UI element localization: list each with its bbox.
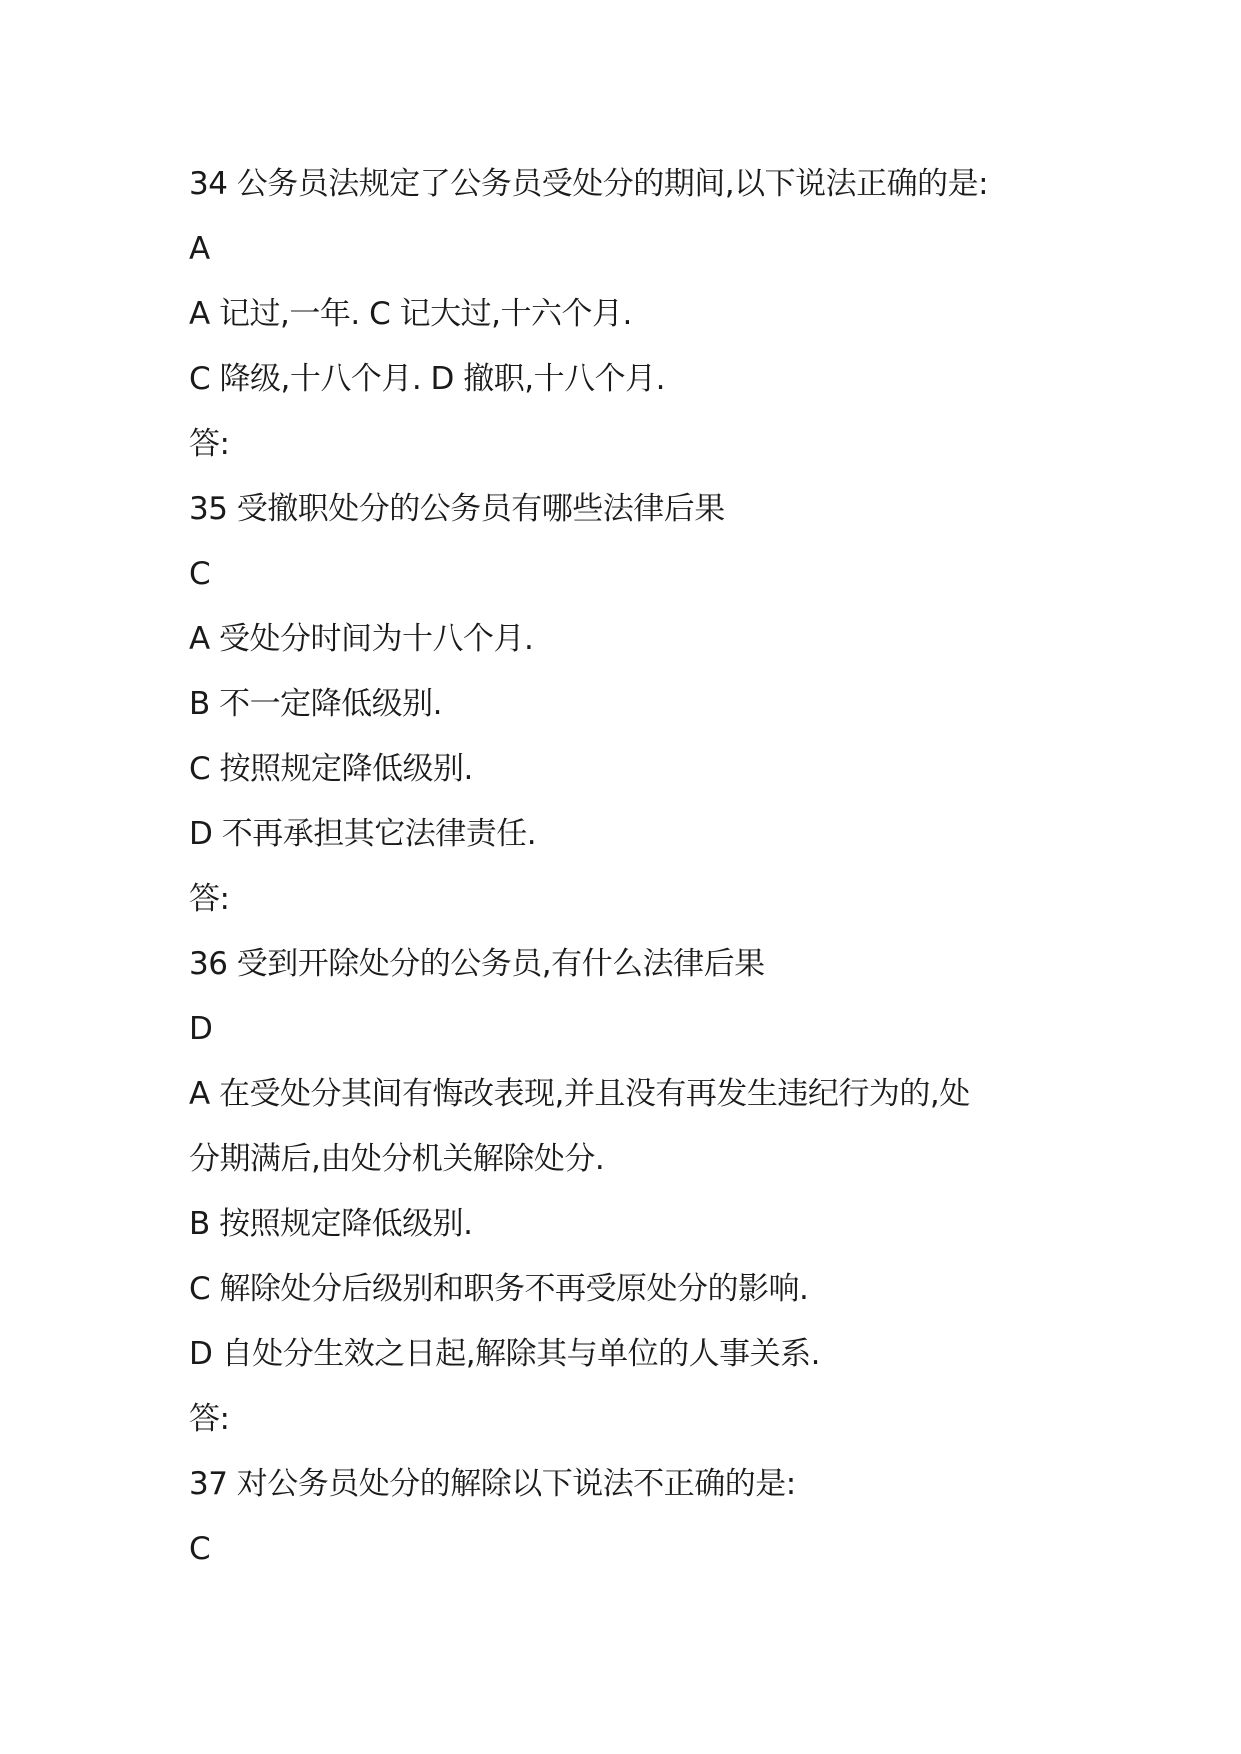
question-37-text: 37 对公务员处分的解除以下说法不正确的是:	[189, 1466, 796, 1502]
question-36-answer-key: D	[189, 1011, 213, 1047]
question-36-option-a-line-1: A 在受处分其间有悔改表现,并且没有再发生违纪行为的,处	[189, 1076, 970, 1112]
question-34-answer-key: A	[189, 231, 210, 267]
question-34-answer-label: 答:	[189, 426, 230, 462]
question-34-options-line-2: C 降级,十八个月. D 撤职,十八个月.	[189, 361, 665, 397]
question-35-option-a: A 受处分时间为十八个月.	[189, 621, 534, 657]
question-36-option-c: C 解除处分后级别和职务不再受原处分的影响.	[189, 1271, 809, 1307]
document-body	[189, 152, 1069, 1582]
question-35-option-c: C 按照规定降低级别.	[189, 751, 473, 787]
question-35-answer-label: 答:	[189, 881, 230, 917]
question-36-option-d: D 自处分生效之日起,解除其与单位的人事关系.	[189, 1336, 820, 1372]
question-35-answer-key: C	[189, 556, 211, 592]
question-36-text: 36 受到开除处分的公务员,有什么法律后果	[189, 946, 765, 982]
question-36-option-b: B 按照规定降低级别.	[189, 1206, 473, 1242]
question-36-option-a-line-2: 分期满后,由处分机关解除处分.	[189, 1141, 605, 1177]
question-37-answer-key: C	[189, 1531, 211, 1567]
question-35-option-b: B 不一定降低级别.	[189, 686, 442, 722]
question-35-text: 35 受撤职处分的公务员有哪些法律后果	[189, 491, 725, 527]
question-34-text: 34 公务员法规定了公务员受处分的期间,以下说法正确的是:	[189, 166, 989, 202]
question-36-answer-label: 答:	[189, 1401, 230, 1437]
question-34-options-line-1: A 记过,一年. C 记大过,十六个月.	[189, 296, 632, 332]
question-35-option-d: D 不再承担其它法律责任.	[189, 816, 537, 852]
